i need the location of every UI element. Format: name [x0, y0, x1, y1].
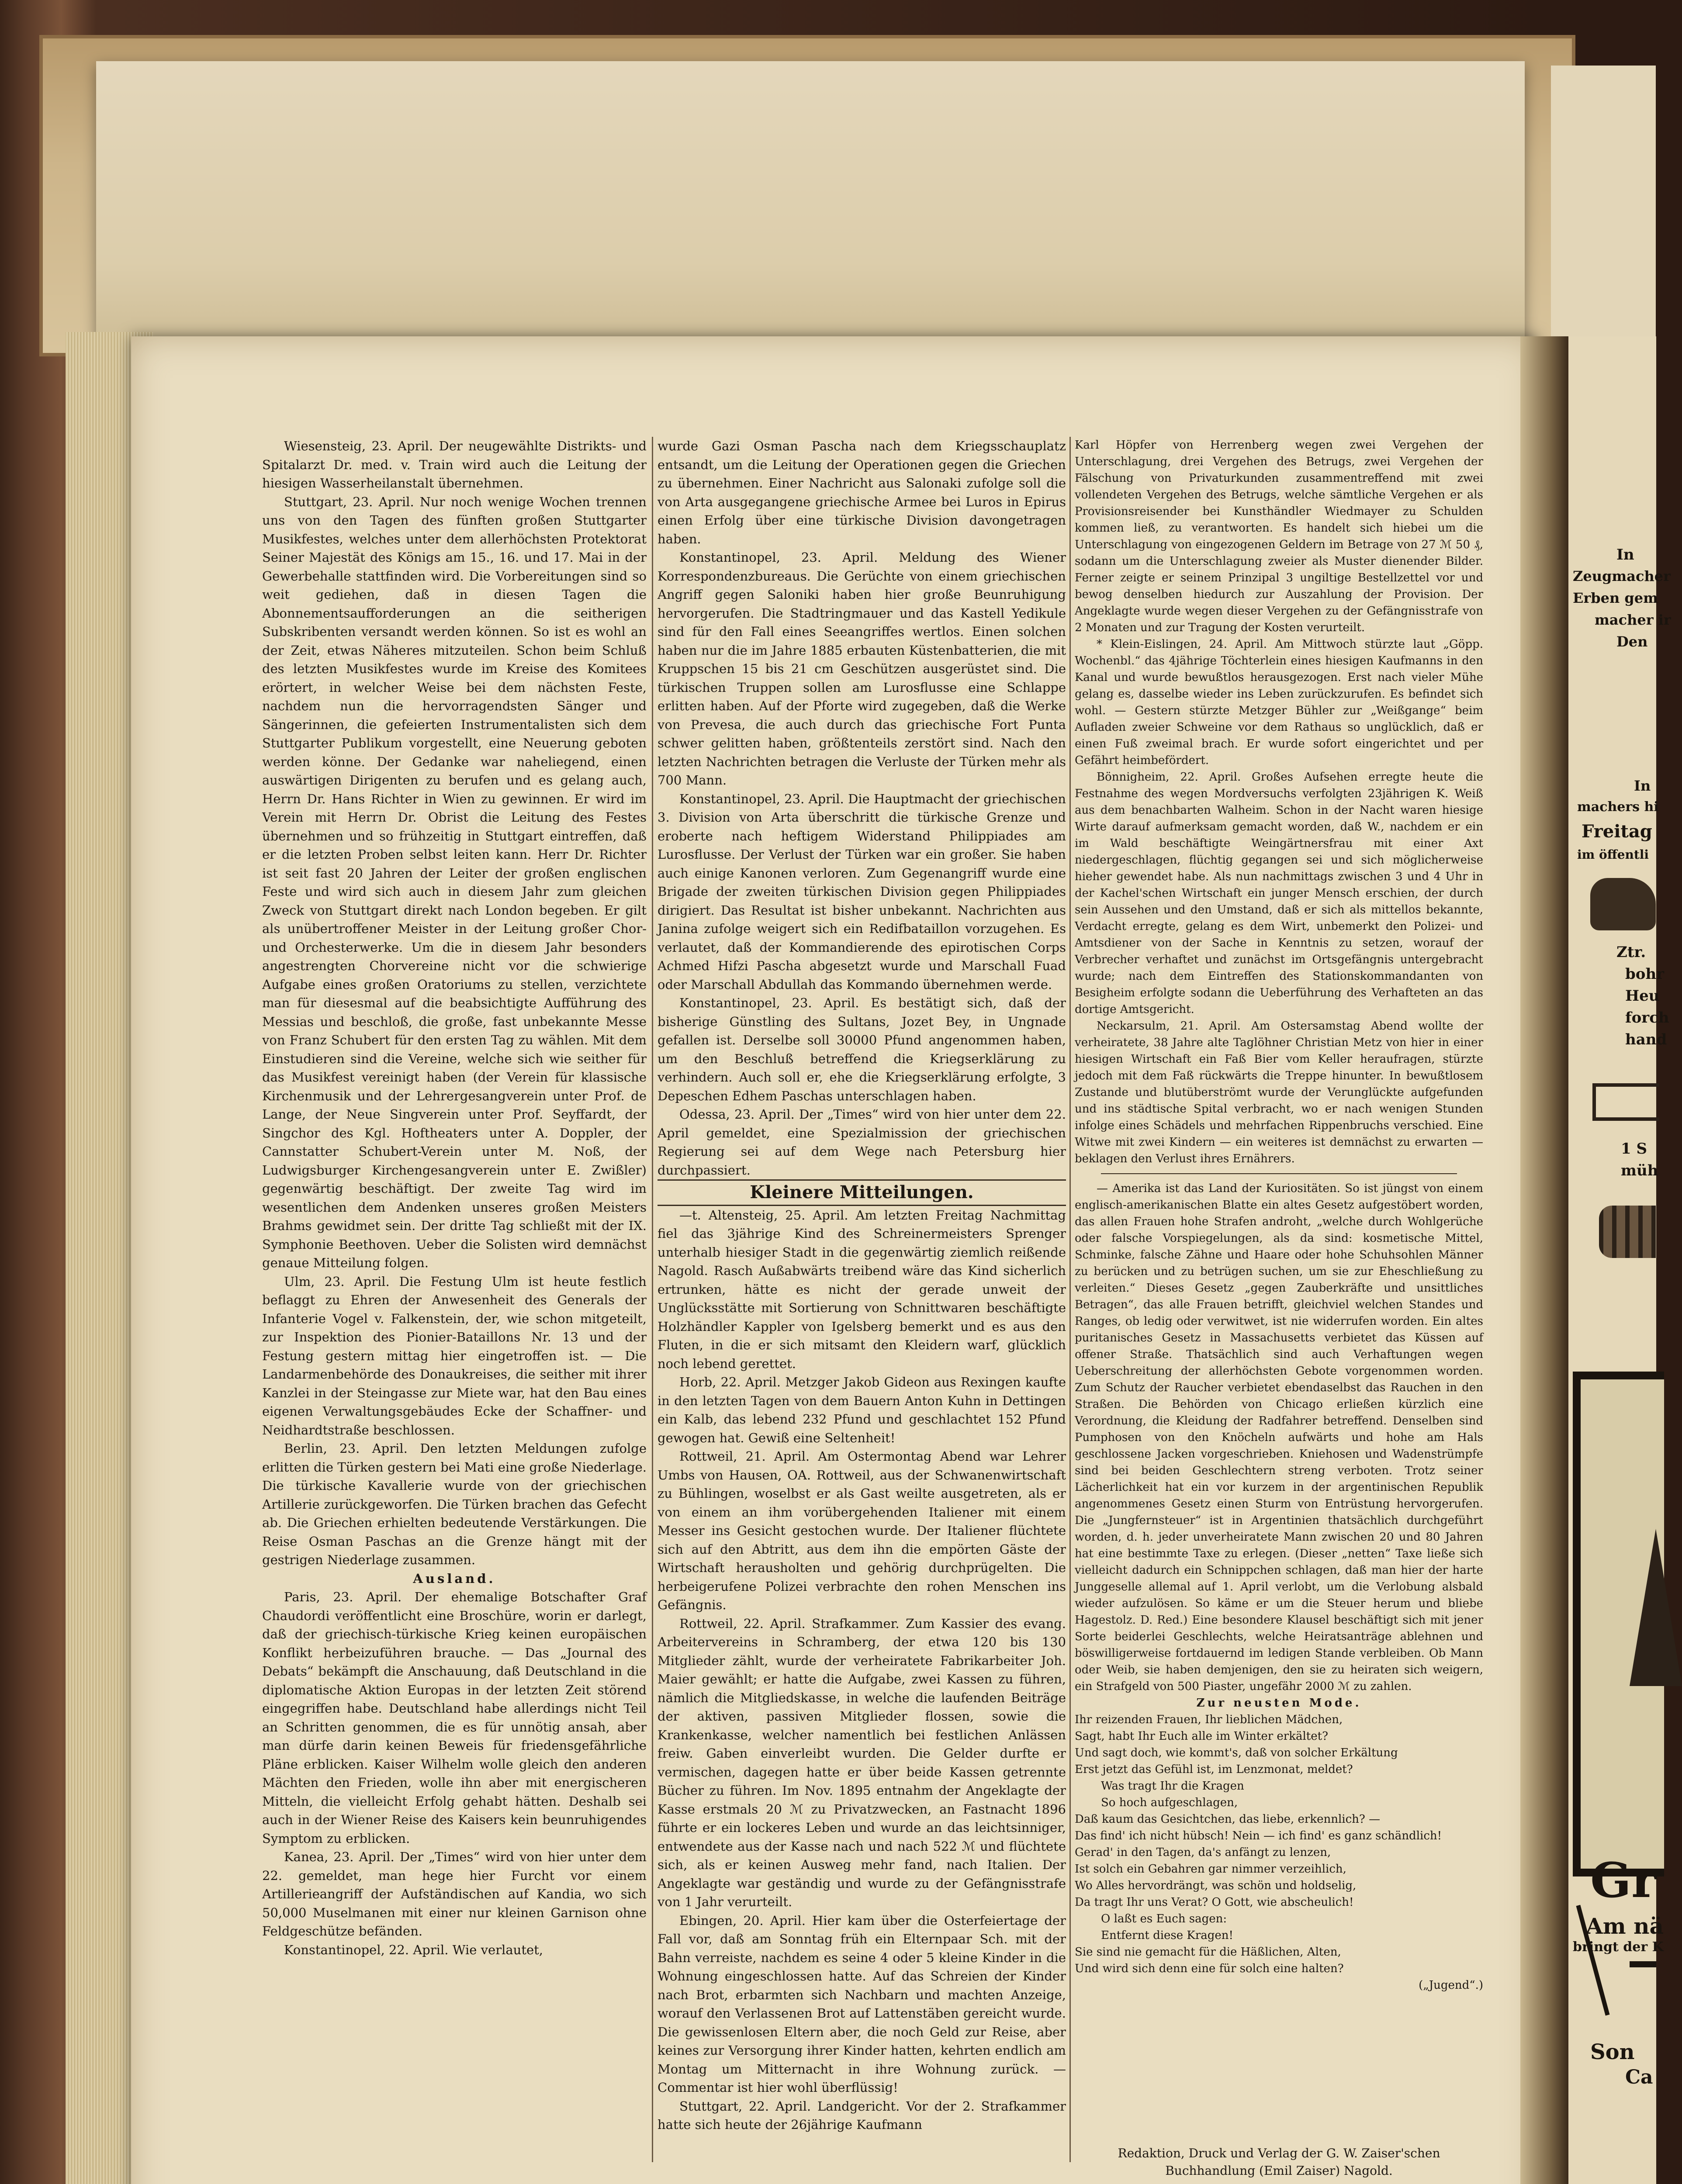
ad-headline: Gr — [1590, 1852, 1657, 1908]
article-kanea: Kanea, 23. April. Der „Times“ wird von hier unter dem 22. gemeldet, man hege hier Furcht vor einem Artillerieangriff der Aufständischen auf Kandia, wo sich 50,000 Muselmanen mit einer nur kleinen Garnison ohne Feldgeschütze befänden. — [262, 1849, 647, 1939]
adjacent-text: machers hi — [1577, 799, 1659, 815]
adjacent-text: hand — [1625, 1031, 1667, 1048]
poem-line: Daß kaum das Gesichtchen, das liebe, erkennlich? — — [1075, 1813, 1381, 1826]
adjacent-text: In — [1634, 778, 1651, 794]
article-altensteig: —t. Altensteig, 25. April. Am letzten Freitag Nachmittag fiel das 3jährige Kind des Schreinermeisters Sprenger unterhalb hiesiger Stadt in die gegenwärtig ziemlich reißende Nagold. Rasch Außabwärts treibend wäre das Kind sicherlich ertrunken, hätte es nicht der gerade unweit der Unglücksstätte mit Sortierung von Schnittwaren beschäftigte Holzhändler Kappler von Igelsberg bemerkt und es aus den Fluten, in die er sich mitsamt den Kleidern warf, glücklich noch lebend gerettet. — [658, 1207, 1066, 1371]
poem-line: Entfernt diese Kragen! — [1101, 1929, 1233, 1942]
article-stuttgart: Stuttgart, 23. April. Nur noch wenige Wochen trennen uns von den Tagen des fünften großen Stuttgarter Musikfestes, welches unter dem allerhöchsten Protektorat Seiner Majestät des Königs am 15., 16. und 17. Mai in der Gewerbehalle stattfinden wird. Die Vorbereitungen sind so weit gediehen, daß in diesen Tagen die Abonnementsaufforderungen an die seitherigen Subskribenten versandt werden können. So ist es wohl an der Zeit, etwas Näheres mitzuteilen. Schon beim Schluß des letzten Musikfestes wurde im Kreise des Komitees erörtert, in welcher Weise bei dem nächsten Feste, nachdem nun die hervorragendsten Sänger und Sängerinnen, die gefeierten Instrumentalisten sich dem Stuttgarter Publikum vorgestellt, eine Neuerung geboten werden könne. Der Gedanke war naheliegend, einen auswärtigen Dirigenten zu berufen und es gelang auch, Herrn Dr. Hans Richter in Wien zu gewinnen. Er wird im Verein mit Herrn Dr. Obrist die Leitung des Festes übernehmen und so frühzeitig in Stuttgart eintreffen, daß er die letzten Proben selbst leiten kann. Herr Dr. Richter ist seit fast 20 Jahren der Leiter der großen englischen Feste und wird sich auch in diesem Jahr zum gleichen Zweck von Stuttgart direkt nach London begeben. Er gilt als unübertroffener Meister in der Leitung großer Chor- und Orchesterwerke. Um die in diesem Jahr besonders angestrengten Chorvereine nicht vor die schwierige Aufgabe eines großen Oratoriums zu stellen, verzichtete man für diesesmal auf die beabsichtigte Aufführung des Messias und beschloß, die große, fast unbekannte Messe von Franz Schubert für den ersten Tag zu wählen. Mit dem Einstudieren sind die Vereine, welche sich wie seither für das Musikfest vereinigt haben (der Verein für klassische Kirchenmusik und der Lehrergesangverein unter Prof. de Lange, der Neue Singverein unter Prof. Seyffardt, der Singchor des Kgl. Hoftheaters unter A. Doppler, der Cannstatter Schubert-Verein unter M. Noß, der Ludwigsburger Kirchengesangverein unter E. Zwißler) gegenwärtig beschäftigt. Der zweite Tag wird im wesentlichen dem Andenken unseres großen Meisters Brahms gewidmet sein. Der dritte Tag schließt mit der IX. Symphonie Beethoven. Ueber die Solisten wird demnächst genaue Mitteilung folgen. — [262, 494, 647, 1270]
barrel-illustration — [1599, 1206, 1656, 1258]
column-3 — [1075, 437, 1483, 2175]
article-konstantinopel-4: Konstantinopel, 23. April. Es bestätigt sich, daß der bisherige Günstling des Sultans, Jozet Bey, in Ungnade gefallen ist. Derselbe soll 30000 Pfund angenommen haben, um den Beschluß betreffend die Kriegserklärung zu verhindern. Auch soll er, ehe die Kriegserklärung erfolgte, 3 Depeschen Edhem Paschas unterschlagen haben. — [658, 995, 1066, 1103]
wagon-illustration — [1592, 1083, 1659, 1121]
poem-line: Ist solch ein Gebahren gar nimmer verzeihlich, — [1075, 1863, 1346, 1876]
article-konstantinopel-3: Konstantinopel, 23. April. Die Hauptmacht der griechischen 3. Division von Arta überschritt die türkische Grenze und eroberte nach heftigem Widerstand Philippiades am Lurosflusse. Der Verlust der Türken war ein großer. Sie haben auch einige Kanonen verloren. Zum Gegenangriff wurde eine Brigade der zweiten türkischen Division gegen Philippiades dirigiert. Das Resultat ist bisher unbekannt. Nachrichten aus Janina zufolge weigert sich ein Redifbataillon vorzugehen. Es verlautet, daß der Kommandierende des epirotischen Corps Achmed Hifzi Pascha abgesetzt wurde und Marschall Fuad oder Marschall Abdullah das Kommando übernehmen werde. — [658, 791, 1066, 992]
article-konstantinopel-2: Konstantinopel, 23. April. Meldung des Wiener Korrespondenzbureaus. Die Gerüchte von einem griechischen Angriff gegen Saloniki haben hier große Beunruhigung hervorgerufen. Die Stadtringmauer und das Kastell Yedikule sind für den Fall eines Seeangriffes wertlos. Einen solchen haben nur die im Jahre 1885 erbauten Küstenbatterien, die mit Kruppschen 15 bis 21 cm Geschützen ausgerüstet sind. Die türkischen Truppen sollen am Lurosflusse eine Schlappe erlitten haben. Auf der Pforte wird zugegeben, daß die Werke von Prevesa, die auch durch das griechische Fort Punta schwer gelitten haben, größtenteils zerstört sind. Nach den letzten Nachrichten betragen die Verluste der Türken mehr als 700 Mann. — [658, 550, 1066, 788]
poem-line: Und wird sich denn eine für solch eine halten? — [1075, 1962, 1344, 1975]
poem-line: Erst jetzt das Gefühl ist, im Lenzmonat, meldet? — [1075, 1763, 1353, 1776]
poem-line: O laßt es Euch sagen: — [1101, 1912, 1227, 1925]
adjacent-text: im öffentli — [1577, 847, 1649, 862]
article-wiesensteig: Wiesensteig, 23. April. Der neugewählte Distrikts- und Spitalarzt Dr. med. v. Train wird auch die Leitung der hiesigen Wasserheilanstalt übernehmen. — [262, 439, 647, 491]
article-ebingen: Ebingen, 20. April. Hier kam über die Osterfeiertage der Fall vor, daß am Sonntag früh ein Elternpaar Sch. mit der Bahn verreiste, nachdem es seine 4 oder 5 kleine Kinder in die Wohnung eingeschlossen hatte. Auf das Schreien der Kinder nach Brot, erbarmten sich Nachbarn und machten Anzeige, worauf den Verlassenen Brot auf Lattenstäben gereicht wurde. Die gewissenlosen Eltern aber, die noch Geld zur Reise, aber keines zur Versorgung ihrer Kinder hatten, kehrten endlich am Montag um Mitternacht in ihre Wohnung zurück. — Commentar ist hier wohl überflüssig! — [658, 1913, 1066, 2095]
poem-line: Ihr reizenden Frauen, Ihr lieblichen Mädchen, — [1075, 1713, 1343, 1726]
poem — [1075, 1711, 1483, 1994]
article-rottweil-1: Rottweil, 21. April. Am Ostermontag Abend war Lehrer Umbs von Hausen, OA. Rottweil, aus der Schwanenwirtschaft zu Bühlingen, woselbst er als Gast weilte ausgetreten, als er von einem an ihm vorübergehenden Italiener mit einem Messer ins Gesicht gestochen wurde. Der Italiener flüchtete sich auf den Abtritt, aus dem ihn die empörten Gäste der Wirtschaft herausholten und gehörig durchprügelten. Die herbeigerufene Polizei verbrachte den rohen Menschen ins Gefängnis. — [658, 1449, 1066, 1612]
article-hoepfer: Karl Höpfer von Herrenberg wegen zwei Vergehen der Unterschlagung, drei Vergehen des Betrugs, zwei Vergehen der Fälschung von Privaturkunden zusammentreffend mit zwei vollendeten Vergehen des Betrugs, welche sämtliche Vergehen er als Provisionsreisender bei Kunsthändler Wiedmayer zu Schulden kommen ließ, zu verantworten. Es handelt sich hiebei um die Unterschlagung von eingezogenen Geldern im Betrage von 27 ℳ 50 ₰, sodann um die Unterschlagung zweier als Muster dienender Bilder. Ferner zeigte er seinem Prinzipal 3 ungiltige Bestellzettel vor und bewog denselben hiedurch zur Auszahlung der Provision. Der Angeklagte wurde wegen dieser Vergehen zu der Gefängnisstrafe von 2 Monaten und zur Tragung der Kosten verurteilt. — [1075, 439, 1483, 634]
article-klein-eislingen: * Klein-Eislingen, 24. April. Am Mittwoch stürzte laut „Göpp. Wochenbl.“ das 4jährige Töchterlein eines hiesigen Kaufmanns in den Kanal und wurde bewußtlos herausgezogen. Erst nach vieler Mühe gelang es, dasselbe wieder ins Leben zurückzurufen. Es befindet sich wohl. — Gestern stürzte Metzger Bühler zur „Weißgange“ beim Aufladen zweier Schweine vor dem Rathaus so unglücklich, daß er einen Fuß zweimal brach. Er wurde sofort eingerichtet und per Gefährt heimbefördert. — [1075, 638, 1483, 767]
adjacent-text: Erben gem — [1573, 590, 1658, 606]
poem-source: („Jugend“.) — [1419, 1979, 1483, 1992]
ad-dash — [1630, 1961, 1656, 1967]
article-ulm: Ulm, 23. April. Die Festung Ulm ist heute festlich beflaggt zu Ehren der Anwesenheit des Generals der Infanterie Vogel v. Falkenstein, der, wie schon mitgeteilt, zur Inspektion des Pionier-Bataillons Nr. 13 und der Festung gestern mittag hier eingetroffen ist. — Die Landarmenbehörde des Donaukreises, die seither mit ihrer Kanzlei in der Steingasse zur Miete war, hat den Bau eines eigenen Verwaltungsgebäudes Ecke der Schaffner- und Neidhardtstraße beschlossen. — [262, 1274, 647, 1438]
paper-flap — [96, 61, 1525, 349]
ad-subline: Am nä — [1586, 1913, 1664, 1939]
separator-line — [1101, 1173, 1457, 1174]
ad-subline: Ca — [1625, 2066, 1653, 2088]
adjacent-text: Freitag — [1582, 821, 1652, 842]
adjacent-text: Zeugmacher — [1573, 568, 1671, 584]
article-stuttgart-2: Stuttgart, 22. April. Landgericht. Vor der 2. Strafkammer hatte sich heute der 26jährige Kaufmann — [658, 2098, 1066, 2132]
poem-line: Das find' ich nicht hübsch! Nein — ich find' es ganz schändlich! — [1075, 1829, 1442, 1842]
cow-illustration — [1590, 878, 1656, 930]
adjacent-page-top — [1551, 66, 1656, 349]
poem-line: Da tragt Ihr uns Verat? O Gott, wie abscheulich! — [1075, 1896, 1354, 1909]
adjacent-text: 1 S — [1621, 1140, 1647, 1158]
article-odessa: Odessa, 23. April. Der „Times“ wird von hier unter dem 22. April gemeldet, eine Spezialmission der griechischen Regierung sei auf dem Wege nach Petersburg hier durchpassiert. — [658, 1107, 1066, 1178]
article-paris: Paris, 23. April. Der ehemalige Botschafter Graf Chaudordi veröffentlicht eine Broschüre, worin er darlegt, daß der griechisch-türkische Krieg keinen europäischen Konflikt herbeizuführen brauche. — Das „Journal des Debats“ bekämpft die Anschauung, daß Deutschland in die diplomatische Aktion Europas in der letzten Zeit störend eingegriffen habe. Deutschland habe allerdings nicht Teil an Schritten genommen, die es für unnötig ansah, aber man dürfe darin keinen Beweis für friedensgefährliche Pläne erblicken. Kaiser Wilhelm wolle gleich den anderen Mächten den Frieden, wolle ihn aber mit energischeren Mitteln, die vielleicht Erfolg gehabt hätten. Deshalb sei auch in der Wiener Reise des Kaisers kein beunruhigendes Symptom zu erblicken. — [262, 1590, 647, 1846]
ad-subline: Son — [1590, 2040, 1635, 2064]
tree-illustration — [1630, 1529, 1682, 1686]
section-heading-kleinere-mitteilungen: Kleinere Mitteilungen. — [658, 1179, 1066, 1206]
article-konstantinopel-cont: wurde Gazi Osman Pascha nach dem Kriegsschauplatz entsandt, um die Leitung der Operationen gegen die Griechen zu übernehmen. Einer Nachricht aus Salonaki zufolge soll die von Arta ausgegangene griechische Armee bei Luros in Epirus einen Erfolg über eine türkische Division davongetragen haben. — [658, 439, 1066, 546]
book-gutter — [1520, 336, 1568, 2184]
column-2 — [658, 437, 1066, 2175]
column-1 — [262, 437, 647, 2175]
article-boennigheim: Bönnigheim, 22. April. Großes Aufsehen erregte heute die Festnahme des wegen Mordversuchs verfolgten 23jährigen K. Weiß aus dem benachbarten Walheim. Schon in der Nacht waren hiesige Wirte darauf aufmerksam gemacht worden, daß W., nachdem er ein im Wald beschäftigte Weingärtnersfrau mit einer Axt niedergeschlagen, flüchtig gegangen sei und sich möglicherweise hieher gewendet habe. Als nun nachmittags zwischen 3 und 4 Uhr in der Kachel'schen Wirtschaft ein junger Mensch erschien, der durch sein Aussehen und den Umstand, daß er sich als mittellos bekannte, Verdacht erregte, gelang es dem Wirt, unbemerkt den Polizei- und Amtsdiener von der Sache in Kenntnis zu setzen, worauf der Verbrecher verhaftet und zunächst im Ortsgefängnis untergebracht wurde; nach dem Eintreffen des Stationskommandanten von Besigheim erfolgte sodann die Ueberführung des Verhafteten an das dortige Amtsgericht. — [1075, 771, 1483, 1016]
article-horb: Horb, 22. April. Metzger Jakob Gideon aus Rexingen kaufte in den letzten Tagen von dem Bauern Anton Kuhn in Dettingen ein Kalb, das lebend 232 Pfund und geschlachtet 152 Pfund gewogen hat. Gewiß eine Seltenheit! — [658, 1375, 1066, 1445]
adjacent-text: müh — [1621, 1162, 1658, 1179]
poem-line: Sagt, habt Ihr Euch alle im Winter erkältet? — [1075, 1730, 1329, 1743]
poem-line: So hoch aufgeschlagen, — [1101, 1796, 1238, 1809]
poem-line: Was tragt Ihr die Kragen — [1101, 1780, 1244, 1793]
article-amerika: — Amerika ist das Land der Kuriositäten. So ist jüngst von einem englisch-amerikanischen Blatte ein altes Gesetz aufgestöbert worden, das allen Frauen hohe Strafen androht, „welche durch Wohlgerüche oder falsche Vorspiegelungen, als da sind: kosmetische Mittel, Schminke, falsche Zähne und Haare oder hohe Schuhsohlen Männer zu berücken und zu betrügen suchen, um sie zur Eheschließung zu verleiten.“ Dieses Gesetz „gegen Zauberkräfte und unsittliches Betragen“, das alle Frauen betrifft, gleichviel welchen Standes und Ranges, ob ledig oder verwitwet, ist nie widerrufen worden. Ein altes puritanisches Gesetz in Massachusetts verbietet das Küssen auf offener Straße. Thatsächlich sind auch Verhaftungen wegen Ueberschreitung der allerhöchsten Gebote vorgenommen worden. Zum Schutz der Raucher verbietet ebendaselbst das Rauchen in den Straßen. Die Behörden von Chicago erließen kürzlich eine Verordnung, die Kleidung der Radfahrer betreffend. Denselben sind Pumphosen von den Knöcheln aufwärts und hohe am Hals geschlossene Jacken vorgeschrieben. Kniehosen und Wadenstrümpfe sind bei beiden Geschlechtern streng verboten. Trotz seiner Lächerlichkeit hat ein vor kurzem in der argentinischen Republik angenommenes Gesetz einen Sturm von Entrüstung hervorgerufen. Die „Jungfernsteuer“ ist in Argentinien thatsächlich durchgeführt worden, d. h. jeder unverheiratete Mann zwischen 20 und 80 Jahren hat eine bestimmte Taxe zu erlegen. (Dieser „netten“ Taxe ließe sich vielleicht dadurch ein Schnippchen schlagen, daß man hier der harte Junggeselle allemal auf 1. April verlobt, um die Verlobung alsbald wieder aufzulösen. So käme er um die Steuer herum und bliebe Hagestolz. D. Red.) Eine besondere Klausel beschäftigt sich mit jener Sorte beiderlei Geschlechts, welche Heiratsanträge ablehnen und böswilligerweise fortdauernd im ledigen Stande verbleiben. Ob Mann oder Weib, sie haben demjenigen, den sie zu heiraten sich weigern, ein Strafgeld von 500 Piaster, ungefähr 2000 ℳ zu zahlen. — [1075, 1182, 1483, 1693]
ad-subline: bringt der K — [1573, 1939, 1664, 1955]
imprint: Redaktion, Druck und Verlag der G. W. Zaiser'schen Buchhandlung (Emil Zaiser) Nagold. — [1118, 2146, 1440, 2178]
adjacent-text: Ztr. — [1616, 943, 1646, 961]
column-rule — [652, 437, 653, 2162]
article-konstantinopel-start: Konstantinopel, 22. April. Wie verlautet, — [284, 1942, 543, 1957]
adjacent-text: bohr — [1625, 965, 1665, 983]
section-heading-ausland: Ausland. — [413, 1571, 496, 1586]
adjacent-text: forch — [1625, 1009, 1669, 1026]
poem-line: Wo Alles hervordrängt, was schön und holdselig, — [1075, 1879, 1357, 1892]
article-rottweil-2: Rottweil, 22. April. Strafkammer. Zum Kassier des evang. Arbeitervereins in Schramberg, der etwa 120 bis 130 Mitglieder zählt, wurde der verheiratete Fabrikarbeiter Joh. Maier gewählt; er hatte die Aufgabe, zwei Kassen zu führen, nämlich die Mitgliedskasse, in welche die laufenden Beiträge der aktiven, passiven Mitglieder flossen, sowie die Krankenkasse, welcher namentlich bei festlichen Anlässen freiw. Gaben einverleibt wurden. Die Gelder durfte er vermischen, dagegen hatte er über beide Kassen getrennte Bücher zu führen. Im Nov. 1895 entnahm der Angeklagte der Kasse erstmals 20 ℳ zu Privatzwecken, an Fastnacht 1896 führte er ein lockeres Leben und wurde an das leichtsinniger, entwendete aus der Kasse nach und nach 522 ℳ und flüchtete sich, als er keinen Ausweg mehr fand, nach Italien. Der Angeklagte war geständig und wurde zu der Gefängnisstrafe von 1 Jahr verurteilt. — [658, 1616, 1066, 1909]
poem-line: Sie sind nie gemacht für die Häßlichen, Alten, — [1075, 1946, 1341, 1959]
article-neckarsulm: Neckarsulm, 21. April. Am Ostersamstag Abend wollte der verheiratete, 38 Jahre alte Taglöhner Christian Metz von hier in einer hiesigen Wirtschaft ein Faß Bier vom Keller heraufragen, stürzte jedoch mit dem Faß rückwärts die Treppe hinunter. In bewußtlosem Zustande und blutüberströmt wurde der Verunglückte aufgefunden und ins städtische Spital verbracht, wo er nach wenigen Stunden infolge eines Schädels und mehrfachen Rippenbruchs verschied. Eine Witwe mit zwei Kindern — ein weiteres ist demnächst zu erwarten — beklagen den Verlust ihres Ernährers. — [1075, 1019, 1483, 1165]
adjacent-text: In — [1616, 546, 1634, 563]
section-heading-mode: Zur neusten Mode. — [1196, 1697, 1362, 1710]
adjacent-text: macher ir — [1595, 612, 1671, 628]
article-berlin: Berlin, 23. April. Den letzten Meldungen zufolge erlitten die Türken gestern bei Mati eine große Niederlage. Die türkische Kavallerie wurde von der griechischen Artillerie zurückgeworfen. Die Türken brachen das Gefecht ab. Die Griechen erhielten bedeutende Verstärkungen. Die Reise Osman Paschas an die Grenze hängt mit der gestrigen Niederlage zusammen. — [262, 1441, 647, 1567]
column-rule — [1069, 437, 1071, 2162]
adjacent-text: Heu — [1625, 987, 1660, 1005]
poem-line: Und sagt doch, wie kommt's, daß von solcher Erkältung — [1075, 1746, 1398, 1759]
adjacent-text: Den — [1616, 633, 1648, 650]
poem-line: Gerad' in den Tagen, da's anfängt zu lenzen, — [1075, 1846, 1331, 1859]
